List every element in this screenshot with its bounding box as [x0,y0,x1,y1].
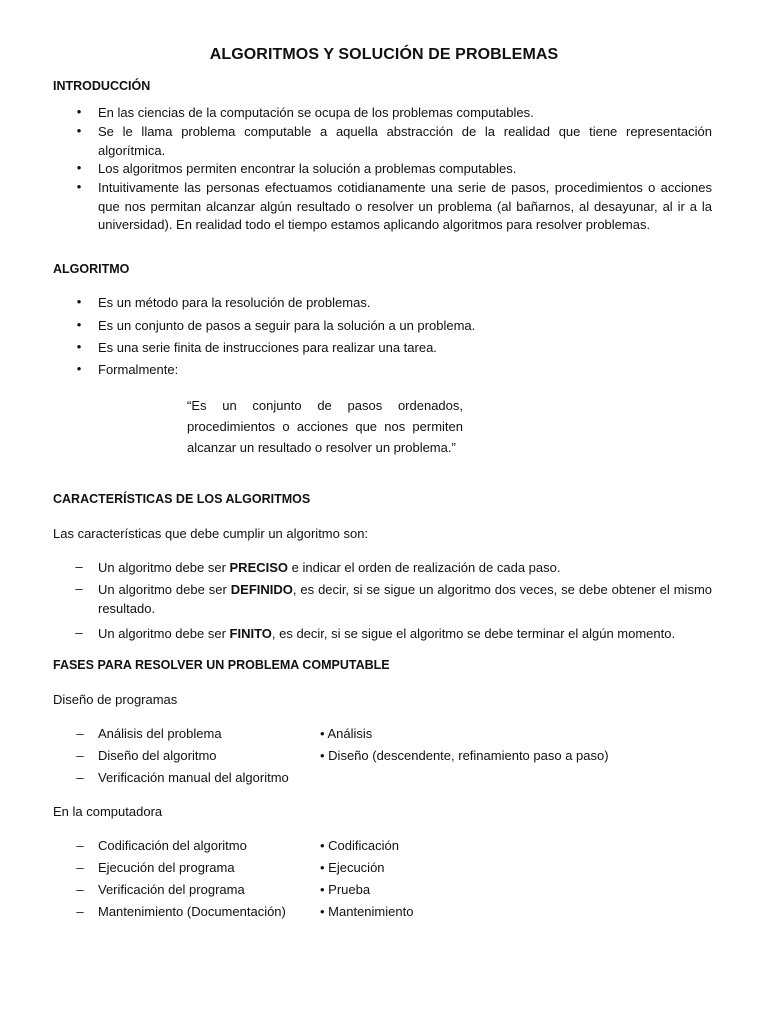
definition-quote: “Es un conjunto de pasos ordenados, procedimientos o acciones que nos permiten alcanzar un resultado o resolver un problema.” [187,398,463,455]
dash-marker: – [75,581,83,596]
dash-marker: – [76,882,84,897]
keyword-definido: DEFINIDO [230,582,293,597]
bullet-marker: • [76,317,82,332]
phase-row [53,882,712,902]
list-item-text: Intuitivamente las personas efectuamos cotidianamente una serie de pasos, procedimientos o acciones que nos permitan alcanzar algún resultado o resolver un problema (al bañarnos, al desayunar, al ir a la universidad). En realidad todo el tiempo estamos aplicando algoritmos para resolver problemas. [98,180,712,232]
list-item-text: Un algoritmo debe ser PRECISO e indicar el orden de realización de cada paso. [98,560,561,575]
bullet-marker: • [76,123,82,138]
list-item [53,179,712,235]
list-item-text: Es un conjunto de pasos a seguir para la solución a un problema. [98,318,476,333]
phase-name: • Codificación [320,838,399,853]
dash-marker: – [75,559,83,574]
list-item-text: En las ciencias de la computación se ocupa de los problemas computables. [98,105,534,120]
section-heading-fases: FASES PARA RESOLVER UN PROBLEMA COMPUTABLE [53,658,390,672]
subsection-label-diseno: Diseño de programas [53,692,178,707]
dash-marker: – [75,625,83,640]
list-item [53,581,712,618]
phase-row [53,748,712,768]
phase-step: Ejecución del programa [98,860,235,875]
list-item-text: Un algoritmo debe ser FINITO, es decir, si se sigue el algoritmo se debe terminar el algún momento. [98,626,676,641]
list-item [53,317,712,336]
list-item-text: Los algoritmos permiten encontrar la solución a problemas computables. [98,161,517,176]
phase-row [53,726,712,746]
bullet-marker: • [76,339,82,354]
phase-name: • Ejecución [320,860,385,875]
list-item [53,625,712,644]
phase-name: • Diseño (descendente, refinamiento paso a paso) [320,748,609,763]
list-item [53,339,712,358]
document-title: ALGORITMOS Y SOLUCIÓN DE PROBLEMAS [209,46,559,63]
keyword-preciso: PRECISO [229,560,289,575]
phase-name: • Prueba [320,882,371,897]
section-heading-algoritmo: ALGORITMO [53,262,130,276]
list-item-text: Un algoritmo debe ser DEFINIDO, es decir, si se sigue un algoritmo dos veces, se debe obtener el mismo resultado. [98,582,712,616]
list-item [53,104,712,123]
list-item-text: Es un método para la resolución de problemas. [98,295,371,310]
keyword-finito: FINITO [229,626,272,641]
list-item [53,361,712,380]
phase-step: Codificación del algoritmo [98,838,247,853]
section-intro-text: Las características que debe cumplir un algoritmo son: [53,526,369,541]
bullet-marker: • [76,104,82,119]
phase-step: Verificación del programa [98,882,245,897]
phase-step: Diseño del algoritmo [98,748,217,763]
phase-name: • Análisis [320,726,373,741]
dash-marker: – [76,860,84,875]
phase-row [53,904,712,924]
dash-marker: – [76,726,84,741]
list-item [53,123,712,160]
phase-row [53,860,712,880]
list-item [53,559,712,578]
bullet-marker: • [76,361,82,376]
phase-step: Mantenimiento (Documentación) [98,904,286,919]
list-item [53,294,712,313]
dash-marker: – [76,904,84,919]
list-item-text: Se le llama problema computable a aquella abstracción de la realidad que tiene representación algorítmica. [98,124,712,158]
list-item-text: Es una serie finita de instrucciones para realizar una tarea. [98,340,437,355]
dash-marker: – [76,838,84,853]
bullet-marker: • [76,294,82,309]
subsection-label-computadora: En la computadora [53,804,163,819]
section-heading-caracteristicas: CARACTERÍSTICAS DE LOS ALGORITMOS [53,492,311,506]
list-item-text: Formalmente: [98,362,179,377]
phase-row [53,838,712,858]
dash-marker: – [76,748,84,763]
phase-name: • Mantenimiento [320,904,414,919]
bullet-marker: • [76,160,82,175]
section-heading-introduccion: INTRODUCCIÓN [53,79,151,93]
phase-step: Análisis del problema [98,726,222,741]
bullet-marker: • [76,179,82,194]
dash-marker: – [76,770,84,785]
phase-step: Verificación manual del algoritmo [98,770,289,785]
list-item [53,160,712,179]
phase-row [53,770,712,790]
